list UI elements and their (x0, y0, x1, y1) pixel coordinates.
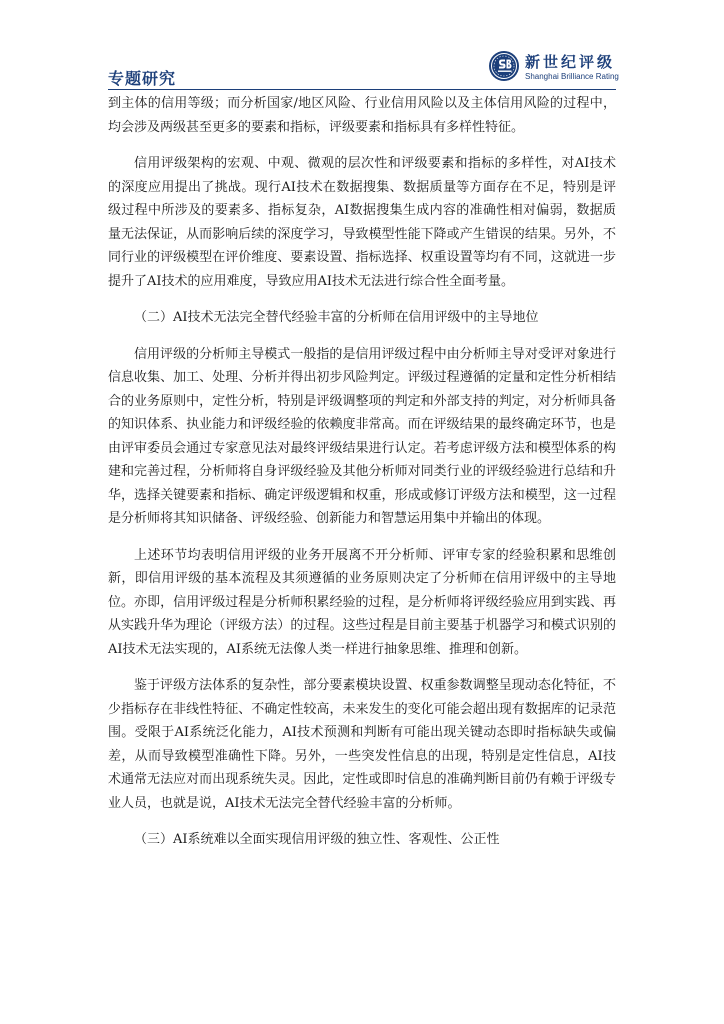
section-heading-3: （三）AI系统难以全面实现信用评级的独立性、客观性、公正性 (134, 832, 500, 847)
paragraph-continued: 到主体的信用等级；而分析国家/地区风险、行业信用风险以及主体信用风险的过程中，均会涉及两级甚至更多的要素和指标，评级要素和指标具有多样性特征。 (108, 96, 616, 135)
sbr-emblem-icon (488, 50, 520, 82)
logo-name-cn: 新世纪评级 (525, 53, 616, 71)
section-heading-2: （二）AI技术无法完全替代经验丰富的分析师在信用评级中的主导地位 (134, 310, 539, 325)
brand-logo (488, 50, 628, 86)
paragraph: 上述环节均表明信用评级的业务开展离不开分析师、评审专家的经验积累和思维创新，即信用评级的基本流程及其须遵循的业务原则决定了分析师在信用评级中的主导地位。亦即，信用评级过程是分析师积累经验的过程，是分析师将评级经验应用到实践、再从实践升华为理论（评级方法）的过程。这些过程是目前主要基于机器学习和模式识别的AI技术无法实现的，AI系统无法像人类一样进行抽象思维、推理和创新。 (108, 547, 616, 657)
paragraph: 信用评级的分析师主导模式一般指的是信用评级过程中由分析师主导对受评对象进行信息收集、加工、处理、分析并得出初步风险判定。评级过程遵循的定量和定性分析相结合的业务原则中，定性分析，特别是评级调整项的判定和外部支持的判定，对分析师具备的知识体系、执业能力和评级经验的依赖度非常高。而在评级结果的最终确定环节，也是由评审委员会通过专家意见法对最终评级结果进行认定。若考虑评级方法和模型体系的构建和完善过程，分析师将自身评级经验及其他分析师对同类行业的评级经验进行总结和升华，选择关键要素和指标、确定评级逻辑和权重，形成或修订评级方法和模型，这一过程是分析师将其知识储备、评级经验、创新能力和智慧运用集中并输出的体现。 (108, 346, 616, 526)
logo-name-en: Shanghai Brilliance Rating (525, 72, 619, 81)
paragraph: 鉴于评级方法体系的复杂性，部分要素模块设置、权重参数调整呈现动态化特征，不少指标存在非线性特征、不确定性较高，未来发生的变化可能会超出现有数据库的记录范围。受限于AI系统泛化能力，AI技术预测和判断有可能出现关键动态即时指标缺失或偏差，从而导致模型准确性下降。另外，一些突发性信息的出现，特别是定性信息，AI技术通常无法应对而出现系统失灵。因此，定性或即时信息的准确判断目前仍有赖于评级专业人员，也就是说，AI技术无法完全替代经验丰富的分析师。 (108, 678, 616, 811)
page-header (0, 0, 724, 92)
section-label: 专题研究 (108, 69, 177, 88)
header-divider (108, 89, 616, 90)
article-body (108, 92, 616, 865)
paragraph: 信用评级架构的宏观、中观、微观的层次性和评级要素和指标的多样性，对AI技术的深度应用提出了挑战。现行AI技术在数据搜集、数据质量等方面存在不足，特别是评级过程中所涉及的要素多、指标复杂，AI数据搜集生成内容的准确性相对偏弱，数据质量无法保证，从而影响后续的深度学习，导致模型性能下降或产生错误的结果。另外，不同行业的评级模型在评价维度、要素设置、指标选择、权重设置等均有不同，这就进一步提升了AI技术的应用难度，导致应用AI技术无法进行综合性全面考量。 (108, 156, 616, 289)
